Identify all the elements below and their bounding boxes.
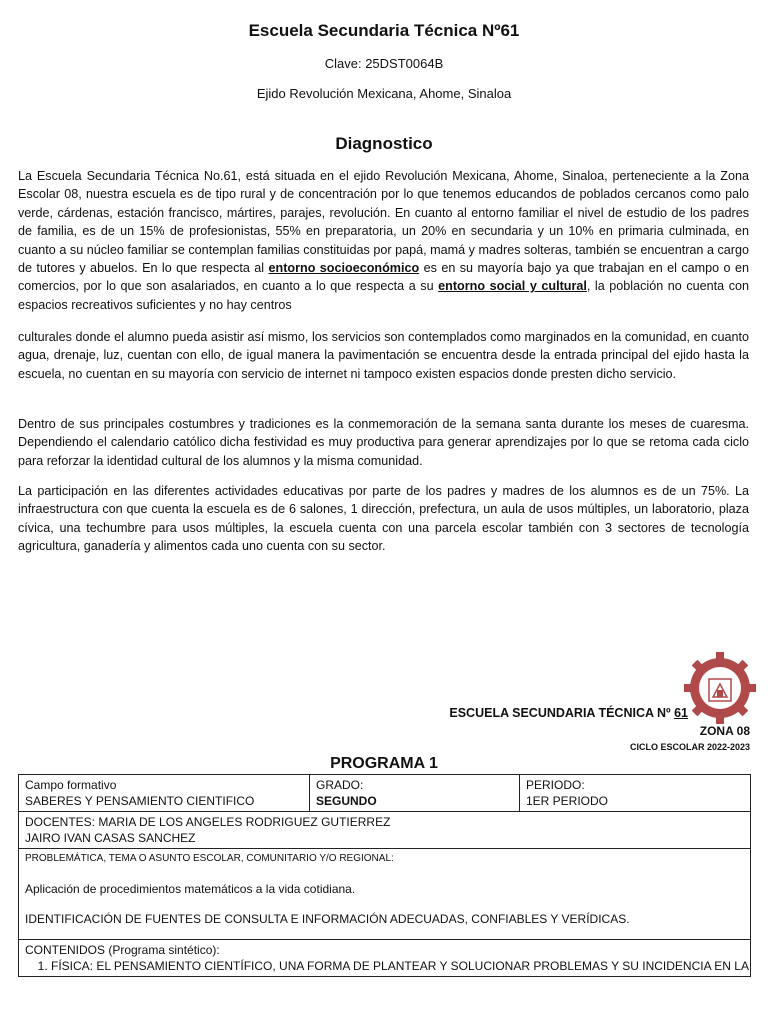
diagnostico-paragraph-1: [18, 167, 749, 314]
programa-title: PROGRAMA 1: [330, 755, 438, 772]
grado-value: SEGUNDO: [316, 794, 377, 808]
contenidos-cell: [19, 940, 751, 977]
school-seal-icon: [684, 652, 756, 724]
ciclo-escolar-label: CICLO ESCOLAR 2022-2023: [629, 742, 750, 752]
paragraph-text: es en su mayoría bajo ya que trabajan en el campo o en comercios, por lo que son asalariados, en cuanto a lo que respecta a su: [18, 261, 749, 294]
program-table: [18, 774, 751, 977]
table-row: [19, 775, 751, 812]
periodo-cell: [520, 775, 751, 812]
problematica-item-1: Aplicación de procedimientos matemáticos a la vida cotidiana.: [25, 882, 356, 896]
campo-formativo-cell: [19, 775, 310, 812]
paragraph-text: , la población no cuenta con espacios recreativos suficientes y no hay centros: [18, 279, 749, 312]
grado-label: GRADO:: [316, 778, 364, 792]
diagnostico-paragraph-2: culturales donde el alumno pueda asistir así mismo, los servicios son contemplados como marginados en la comunidad, en cuanto agua, drenaje, luz, cuentan con ello, de igual manera la pavimentación se encuentra desde la entrada principal del ejido hasta la escuela, no cuentan en su mayoría con servicio de internet ni tampoco existen espacios donde presten dicho servicio.: [18, 330, 749, 381]
emphasis-entorno-socioeconomico: entorno socioeconómico: [268, 261, 420, 276]
periodo-value: 1ER PERIODO: [526, 794, 609, 808]
school-location: Ejido Revolución Mexicana, Ahome, Sinaloa: [256, 86, 512, 101]
emphasis-entorno-social-cultural: entorno social y cultural: [438, 279, 587, 294]
table-row: [19, 812, 751, 849]
diagnostico-title: Diagnostico: [335, 134, 433, 153]
docentes-line-1: DOCENTES: MARIA DE LOS ANGELES RODRIGUEZ GUTIERREZ: [25, 815, 391, 829]
docentes-line-2: JAIRO IVAN CASAS SANCHEZ: [25, 831, 196, 845]
diagnostico-paragraph-4: La participación en las diferentes actividades educativas por parte de los padres y madres de los alumnos es de un 75%. La infraestructura con que cuenta la escuela es de 6 salones, 1 dirección, prefectura, un aula de usos múltiples, un laboratorio, plaza cívica, una techumbre para usos múltiples, la escuela cuenta con una parcela escolar también con 3 sectores de tecnología agricultura, ganadería y alimentos cada uno cuenta con su sector.: [18, 484, 749, 554]
contenidos-label: CONTENIDOS (Programa sintético):: [25, 943, 220, 957]
diagnostico-paragraph-3: Dentro de sus principales costumbres y tradiciones es la conmemoración de la semana santa durante los meses de cuaresma. Dependiendo el calendario católico dicha festividad es muy productiva para generar aprendizajes por lo que se retoma cada ciclo para reforzar la identidad cultural de los alumnos y la misma comunidad.: [18, 417, 749, 468]
problematica-label: PROBLEMÁTICA, TEMA O ASUNTO ESCOLAR, COMUNITARIO Y/O REGIONAL:: [25, 853, 394, 864]
school-clave: Clave: 25DST0064B: [324, 56, 444, 71]
zona-label: ZONA 08: [699, 724, 750, 738]
campo-formativo-label: Campo formativo: [25, 778, 117, 792]
periodo-label: PERIODO:: [526, 778, 585, 792]
table-row: [19, 940, 751, 977]
grado-cell: [310, 775, 520, 812]
program-school-prefix: ESCUELA SECUNDARIA TÉCNICA Nº: [449, 706, 675, 720]
school-title: Escuela Secundaria Técnica Nº61: [248, 21, 520, 40]
contenidos-list: [25, 958, 749, 974]
problematica-item-2: IDENTIFICACIÓN DE FUENTES DE CONSULTA E INFORMACIÓN ADECUADAS, CONFIABLES Y VERÍDICAS.: [25, 912, 630, 926]
program-school-name: [430, 706, 688, 720]
table-row: [19, 849, 751, 940]
problematica-cell: [19, 849, 751, 940]
paragraph-text: La Escuela Secundaria Técnica No.61, está situada en el ejido Revolución Mexicana, Ahome, Sinaloa, perteneciente a la Zona Escolar 08, nuestra escuela es de tipo rural y de concentración por lo que tenemos educandos de poblados cercanos como palo verde, cárdenas, estación francisco, mártires, parajes, revolución. En cuanto al entorno familiar el nivel de estudio de los padres de familia, es de un 15% de profesionistas, 55% en preparatoria, un 20% en secundaria y un 10% en primaria culminada, en cuanto a su núcleo familiar se contemplan familias constituidas por papá, mamá y madres solteras, también se encuentran a cargo de tutores y abuelos. En lo que respecta al: [18, 169, 749, 276]
docentes-cell: [19, 812, 751, 849]
program-school-number: 61: [674, 706, 688, 720]
campo-formativo-value: SABERES Y PENSAMIENTO CIENTIFICO: [25, 794, 255, 808]
seal-label: EST: [714, 668, 726, 674]
list-item: 1. FÍSICA: EL PENSAMIENTO CIENTÍFICO, UNA FORMA DE PLANTEAR Y SOLUCIONAR PROBLEMAS Y SU INCIDENCIA EN LA: [51, 958, 744, 974]
